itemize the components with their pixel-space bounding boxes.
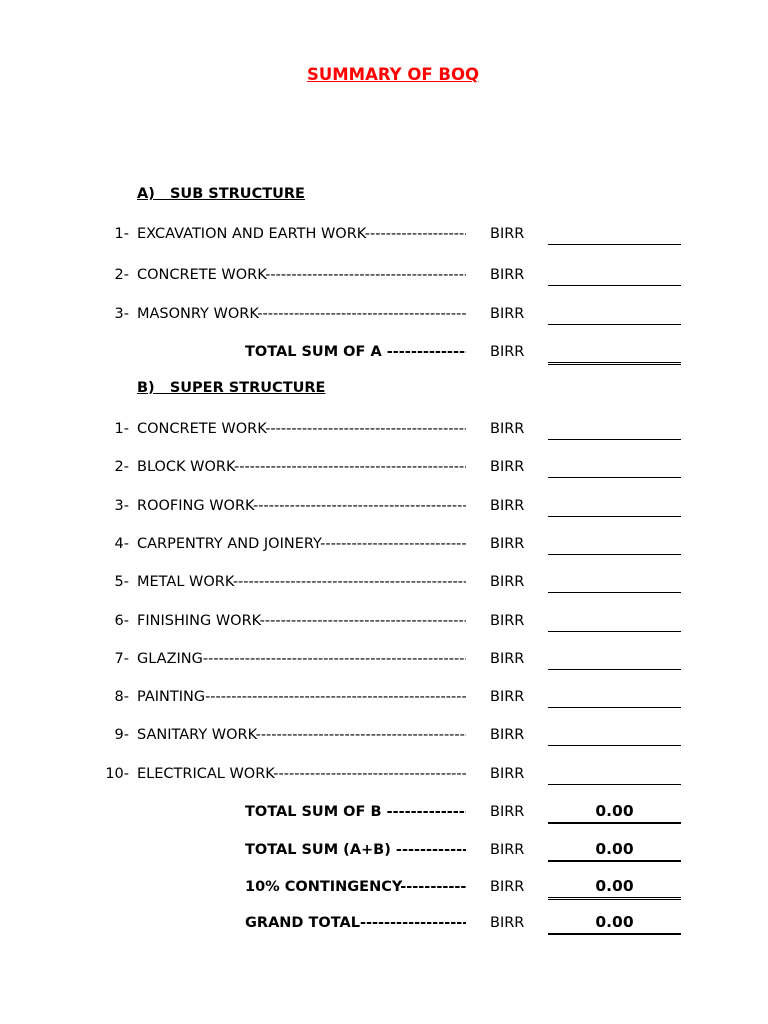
section-b-heading: B) SUPER STRUCTURE <box>137 380 326 396</box>
contingency-amount: 0.00 <box>548 876 681 900</box>
item-label: CARPENTRY AND JOINERY ----- <box>137 533 466 555</box>
boq-row <box>0 610 768 632</box>
item-label: FINISHING WORK ----- <box>137 610 466 632</box>
item-label: ELECTRICAL WORK ----- <box>137 763 466 785</box>
currency-label: BIRR <box>490 574 525 590</box>
boq-row <box>0 571 768 593</box>
total-b-label: TOTAL SUM OF B ----- <box>245 801 466 823</box>
total-ab-row <box>0 839 768 861</box>
amount-field <box>548 610 681 632</box>
boq-row <box>0 686 768 708</box>
total-a-label: TOTAL SUM OF A ----- <box>245 341 466 363</box>
item-number: 3- <box>114 306 129 322</box>
amount-field <box>548 686 681 708</box>
currency-label: BIRR <box>490 306 525 322</box>
item-label: GLAZING ----- <box>137 648 466 670</box>
boq-row <box>0 264 768 286</box>
grand-total-row <box>0 912 768 934</box>
currency-label: BIRR <box>490 226 525 242</box>
currency-label: BIRR <box>490 879 525 895</box>
item-label: CONCRETE WORK ----- <box>137 418 466 440</box>
item-number: 7- <box>114 651 129 667</box>
total-b-row <box>0 801 768 823</box>
boq-row <box>0 495 768 517</box>
total-ab-amount: 0.00 <box>548 839 681 862</box>
currency-label: BIRR <box>490 842 525 858</box>
boq-row <box>0 456 768 478</box>
item-number: 6- <box>114 613 129 629</box>
amount-field <box>548 495 681 517</box>
section-a-heading: A) SUB STRUCTURE <box>137 186 305 202</box>
page-title: SUMMARY OF BOQ <box>306 65 480 84</box>
currency-label: BIRR <box>490 915 525 931</box>
grand-total-amount: 0.00 <box>548 912 681 935</box>
total-ab-label: TOTAL SUM (A+B) ----- <box>245 839 466 861</box>
item-label: ROOFING WORK ----- <box>137 495 466 517</box>
amount-field <box>548 418 681 440</box>
item-label: EXCAVATION AND EARTH WORK ----- <box>137 223 466 245</box>
contingency-label: 10% CONTINGENCY ----- <box>245 876 466 898</box>
boq-row <box>0 763 768 785</box>
amount-field <box>548 456 681 478</box>
total-a-row <box>0 341 768 363</box>
amount-field <box>548 303 681 325</box>
amount-field <box>548 724 681 746</box>
total-a-amount <box>548 341 681 365</box>
amount-field <box>548 264 681 286</box>
currency-label: BIRR <box>490 651 525 667</box>
item-number: 10- <box>105 766 129 782</box>
item-label: CONCRETE WORK ----- <box>137 264 466 286</box>
currency-label: BIRR <box>490 804 525 820</box>
currency-label: BIRR <box>490 689 525 705</box>
currency-label: BIRR <box>490 613 525 629</box>
total-b-amount: 0.00 <box>548 801 681 824</box>
item-number: 9- <box>114 727 129 743</box>
grand-total-label: GRAND TOTAL ----- <box>245 912 466 934</box>
currency-label: BIRR <box>490 267 525 283</box>
item-number: 1- <box>114 226 129 242</box>
item-number: 2- <box>114 267 129 283</box>
boq-row <box>0 223 768 245</box>
amount-field <box>548 648 681 670</box>
item-number: 5- <box>114 574 129 590</box>
currency-label: BIRR <box>490 727 525 743</box>
item-number: 2- <box>114 459 129 475</box>
amount-field <box>548 223 681 245</box>
item-label: MASONRY WORK ----- <box>137 303 466 325</box>
boq-row <box>0 418 768 440</box>
currency-label: BIRR <box>490 459 525 475</box>
item-label: SANITARY WORK ----- <box>137 724 466 746</box>
currency-label: BIRR <box>490 766 525 782</box>
currency-label: BIRR <box>490 536 525 552</box>
boq-row <box>0 303 768 325</box>
amount-field <box>548 533 681 555</box>
item-label: METAL WORK ----- <box>137 571 466 593</box>
currency-label: BIRR <box>490 421 525 437</box>
item-number: 3- <box>114 498 129 514</box>
amount-field <box>548 571 681 593</box>
boq-row <box>0 724 768 746</box>
item-label: BLOCK WORK ----- <box>137 456 466 478</box>
amount-field <box>548 763 681 785</box>
item-number: 4- <box>114 536 129 552</box>
item-number: 8- <box>114 689 129 705</box>
currency-label: BIRR <box>490 344 525 360</box>
currency-label: BIRR <box>490 498 525 514</box>
boq-row <box>0 533 768 555</box>
item-number: 1- <box>114 421 129 437</box>
boq-row <box>0 648 768 670</box>
contingency-row <box>0 876 768 898</box>
item-label: PAINTING ----- <box>137 686 466 708</box>
